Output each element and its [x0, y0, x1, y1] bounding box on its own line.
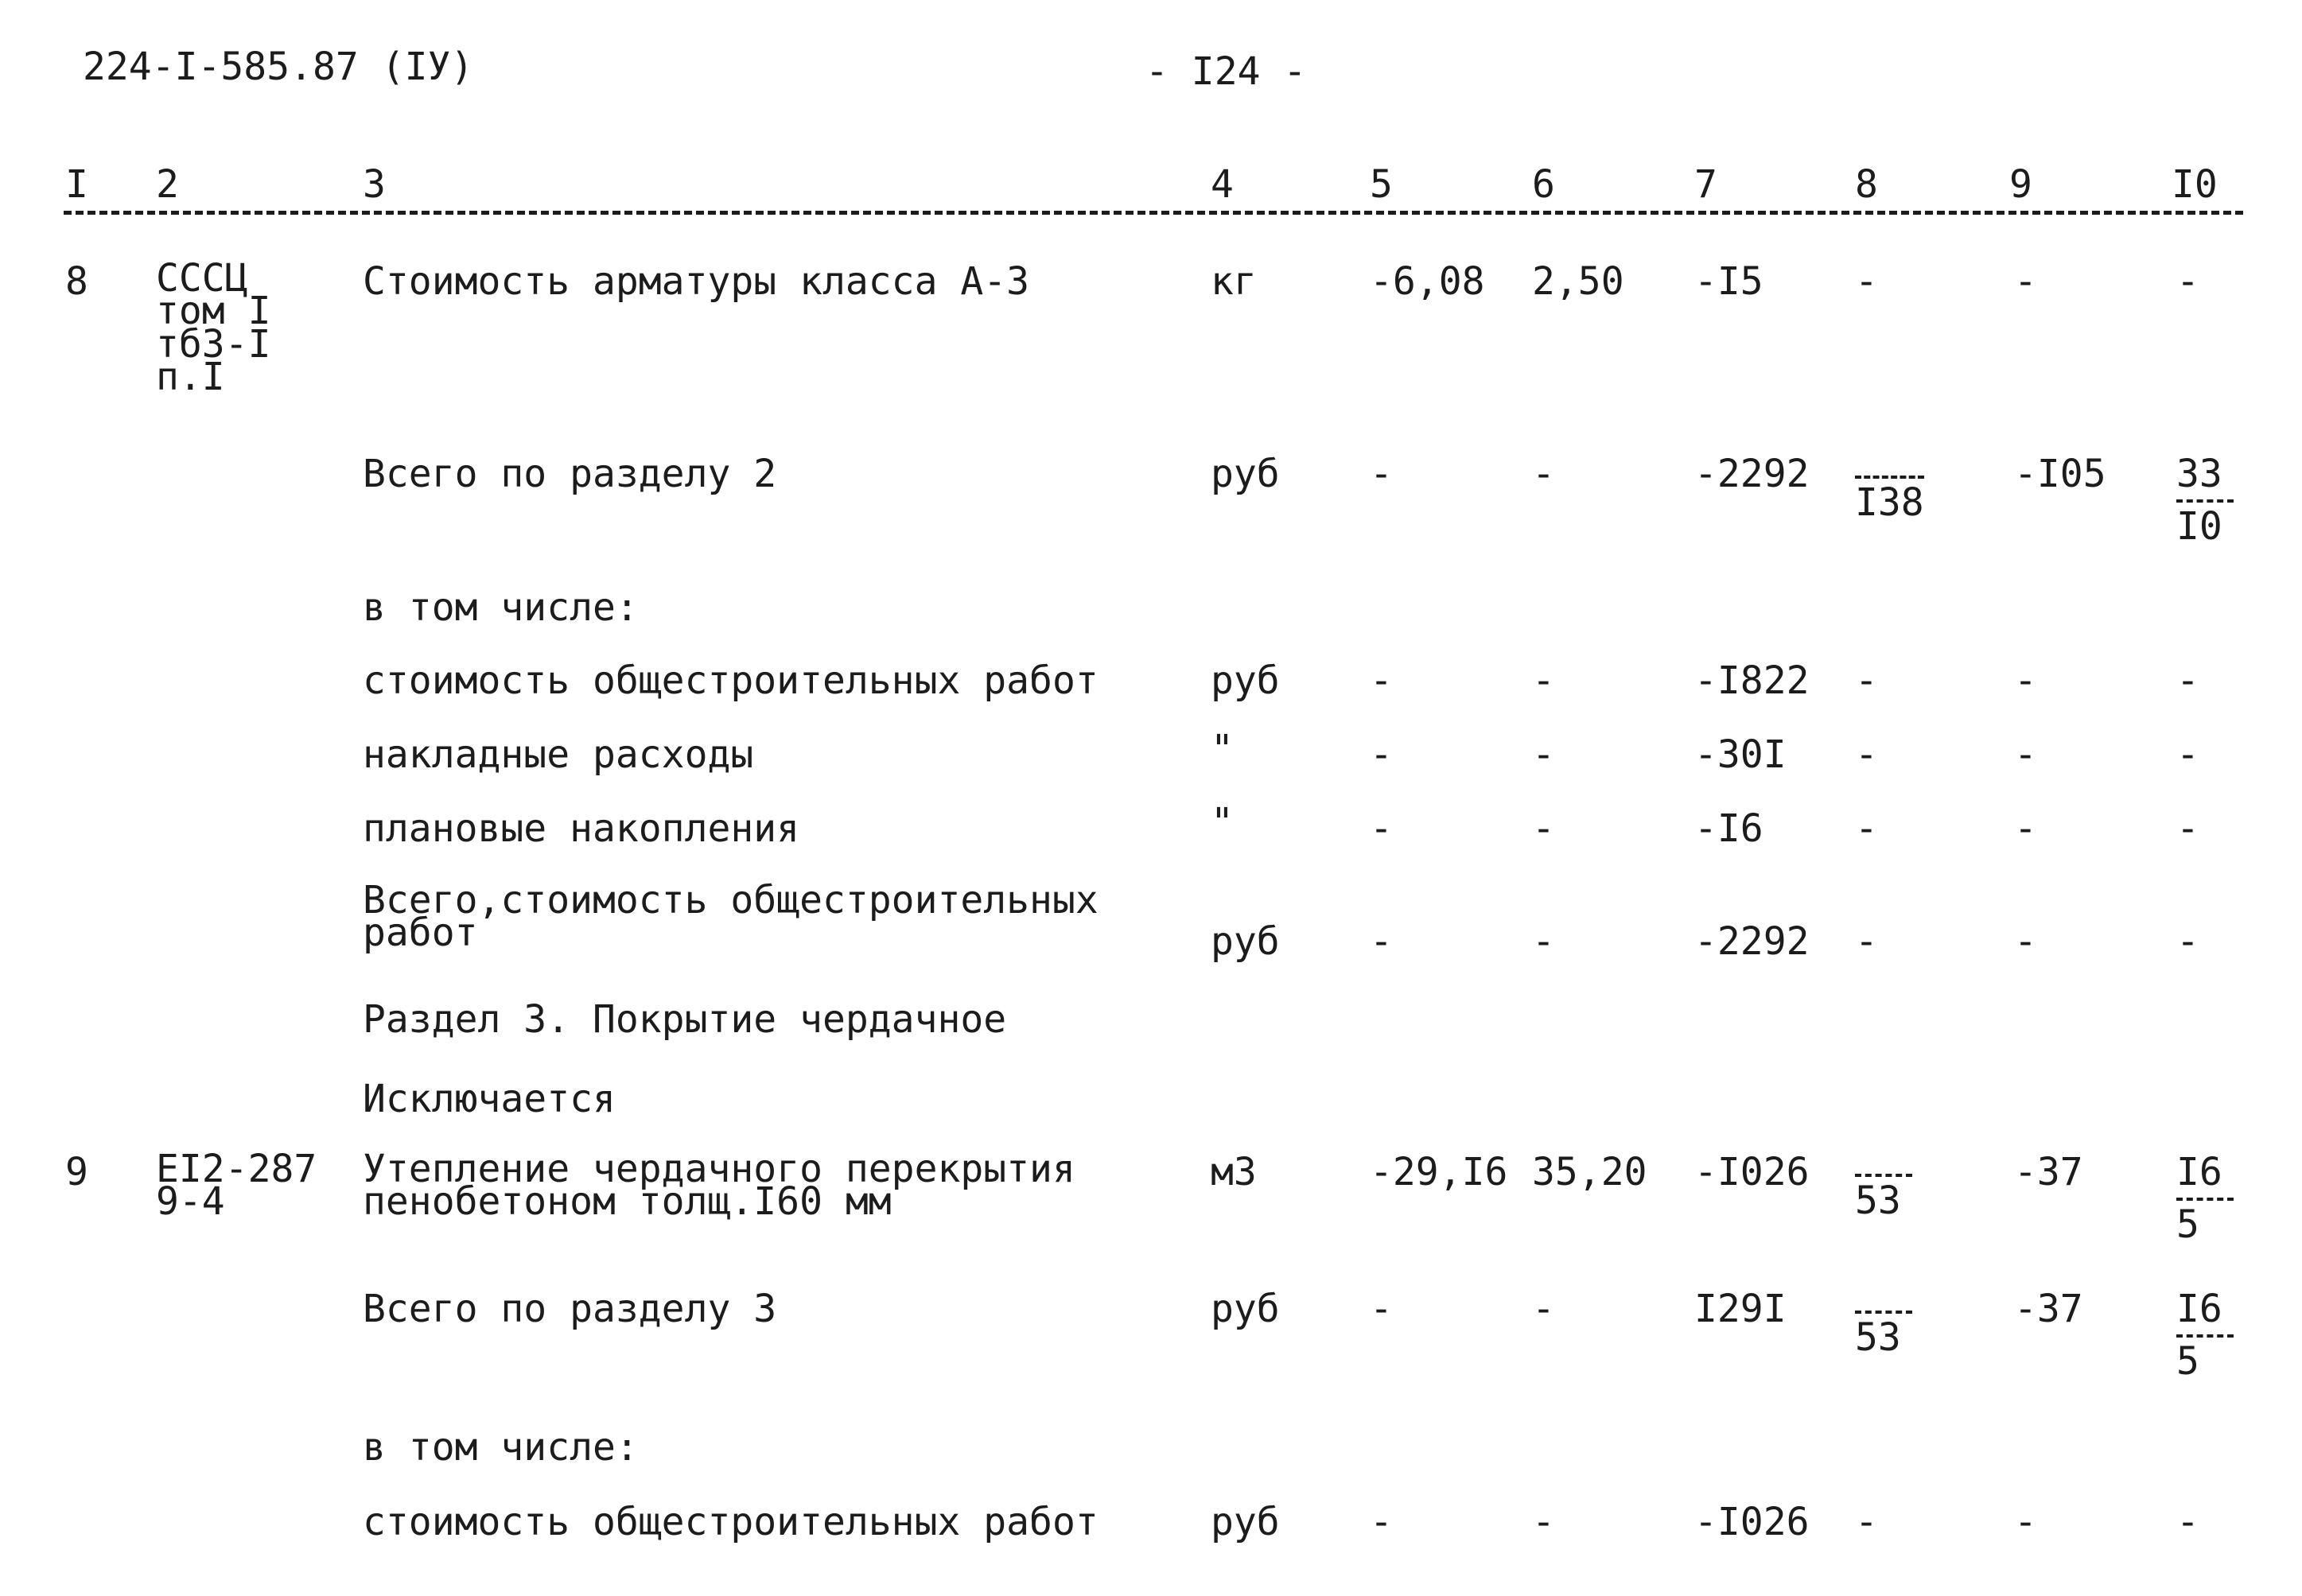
col9-value: -	[2014, 732, 2037, 777]
col7-value: -I026	[1694, 1150, 1810, 1194]
unit: "	[1211, 727, 1234, 771]
item-name: накладные расходы	[363, 732, 754, 777]
col5-value: -	[1370, 1500, 1393, 1544]
col7-value: I29I	[1694, 1287, 1787, 1331]
fraction-numerator	[1855, 1296, 1912, 1314]
item-name: плановые накопления	[363, 806, 800, 851]
unit: кг	[1211, 259, 1257, 304]
col9-value: -37	[2014, 1150, 2083, 1194]
col8-fraction	[1855, 461, 1924, 525]
col5-value: -	[1370, 732, 1393, 777]
col7-value: -2292	[1694, 452, 1810, 496]
col6-value: 35,20	[1532, 1150, 1647, 1194]
fraction-numerator: I6	[2176, 1153, 2234, 1201]
col6-value: 2,50	[1532, 259, 1624, 304]
fraction-denominator: 5	[2176, 1339, 2199, 1384]
column-header-1: I	[65, 162, 88, 207]
unit: руб	[1211, 919, 1280, 964]
fraction-denominator: 5	[2176, 1202, 2199, 1247]
row-number: 8	[65, 259, 88, 304]
col9-value: -I05	[2014, 452, 2106, 496]
column-header-10: I0	[2172, 162, 2218, 207]
col10-value: -	[2176, 1500, 2199, 1544]
item-name: в том числе:	[363, 585, 639, 630]
col9-value: -37	[2014, 1287, 2083, 1331]
column-header-4: 4	[1211, 162, 1234, 207]
col7-value: -I5	[1694, 259, 1763, 304]
row-number: 9	[65, 1150, 88, 1194]
col10-value: -	[2176, 732, 2199, 777]
unit: "	[1211, 800, 1234, 845]
col8-value: -	[1855, 919, 1878, 964]
col5-value: -6,08	[1370, 259, 1485, 304]
fraction-denominator: 53	[1855, 1315, 1901, 1360]
header-dashed-rule	[64, 211, 2243, 215]
column-header-8: 8	[1855, 162, 1878, 207]
col6-value: -	[1532, 452, 1555, 496]
col10-value: -	[2176, 658, 2199, 703]
fraction-numerator: I6	[2176, 1290, 2234, 1338]
col9-value: -	[2014, 919, 2037, 964]
col5-value: -	[1370, 919, 1393, 964]
col5-value: -	[1370, 1287, 1393, 1331]
column-header-2: 2	[156, 162, 179, 207]
col6-value: -	[1532, 806, 1555, 851]
col10-fraction	[2176, 452, 2234, 549]
unit: руб	[1211, 1287, 1280, 1331]
col6-value: -	[1532, 1500, 1555, 1544]
column-header-5: 5	[1370, 162, 1393, 207]
col10-fraction	[2176, 1150, 2234, 1247]
code-reference: СССЦ том I тб3-I п.I	[156, 256, 271, 399]
column-header-3: 3	[363, 162, 386, 207]
column-header-7: 7	[1694, 162, 1717, 207]
column-header-9: 9	[2009, 162, 2032, 207]
col8-value: -	[1855, 732, 1878, 777]
col7-value: -2292	[1694, 919, 1810, 964]
code-reference: EI2-287 9-4	[156, 1147, 317, 1225]
fraction-denominator: I0	[2176, 504, 2222, 549]
unit: руб	[1211, 658, 1280, 703]
unit: руб	[1211, 452, 1280, 496]
section-heading: Раздел 3. Покрытие чердачное	[363, 997, 1007, 1042]
col10-value: -	[2176, 259, 2199, 304]
col7-value: -I822	[1694, 658, 1810, 703]
item-name: Всего,стоимость общестроительных работ	[363, 878, 1099, 956]
item-name: стоимость общестроительных работ	[363, 1500, 1099, 1544]
col8-value: -	[1855, 1500, 1878, 1544]
item-name: Всего по разделу 3	[363, 1287, 777, 1331]
col8-value: -	[1855, 658, 1878, 703]
unit: м3	[1211, 1150, 1257, 1194]
col6-value: -	[1532, 919, 1555, 964]
item-name: Всего по разделу 2	[363, 452, 777, 496]
col7-value: -30I	[1694, 732, 1787, 777]
col5-value: -	[1370, 806, 1393, 851]
col8-value: -	[1855, 259, 1878, 304]
col6-value: -	[1532, 1287, 1555, 1331]
col10-value: -	[2176, 806, 2199, 851]
col7-value: -I6	[1694, 806, 1763, 851]
col6-value: -	[1532, 658, 1555, 703]
item-name: Исключается	[363, 1077, 616, 1121]
col8-fraction	[1855, 1296, 1912, 1360]
fraction-denominator: I38	[1855, 480, 1924, 525]
col9-value: -	[2014, 259, 2037, 304]
page-number: - I24 -	[1145, 49, 1307, 94]
fraction-numerator: 33	[2176, 455, 2234, 503]
fraction-numerator	[1855, 1159, 1912, 1177]
item-name: в том числе:	[363, 1425, 639, 1470]
column-header-6: 6	[1532, 162, 1555, 207]
col7-value: -I026	[1694, 1500, 1810, 1544]
col5-value: -	[1370, 658, 1393, 703]
col8-fraction	[1855, 1159, 1912, 1223]
unit: руб	[1211, 1500, 1280, 1544]
col9-value: -	[2014, 658, 2037, 703]
col10-fraction	[2176, 1287, 2234, 1384]
item-name: Стоимость арматуры класса А-3	[363, 259, 1030, 304]
col8-value: -	[1855, 806, 1878, 851]
col6-value: -	[1532, 732, 1555, 777]
fraction-numerator	[1855, 461, 1924, 479]
document-code: 224-I-585.87 (IУ)	[83, 45, 474, 89]
item-name: Утепление чердачного перекрытия пенобетоном толщ.I60 мм	[363, 1147, 1075, 1225]
col9-value: -	[2014, 1500, 2037, 1544]
col5-value: -	[1370, 452, 1393, 496]
item-name: стоимость общестроительных работ	[363, 658, 1099, 703]
fraction-denominator: 53	[1855, 1179, 1901, 1223]
col5-value: -29,I6	[1370, 1150, 1508, 1194]
col10-value: -	[2176, 919, 2199, 964]
col9-value: -	[2014, 806, 2037, 851]
